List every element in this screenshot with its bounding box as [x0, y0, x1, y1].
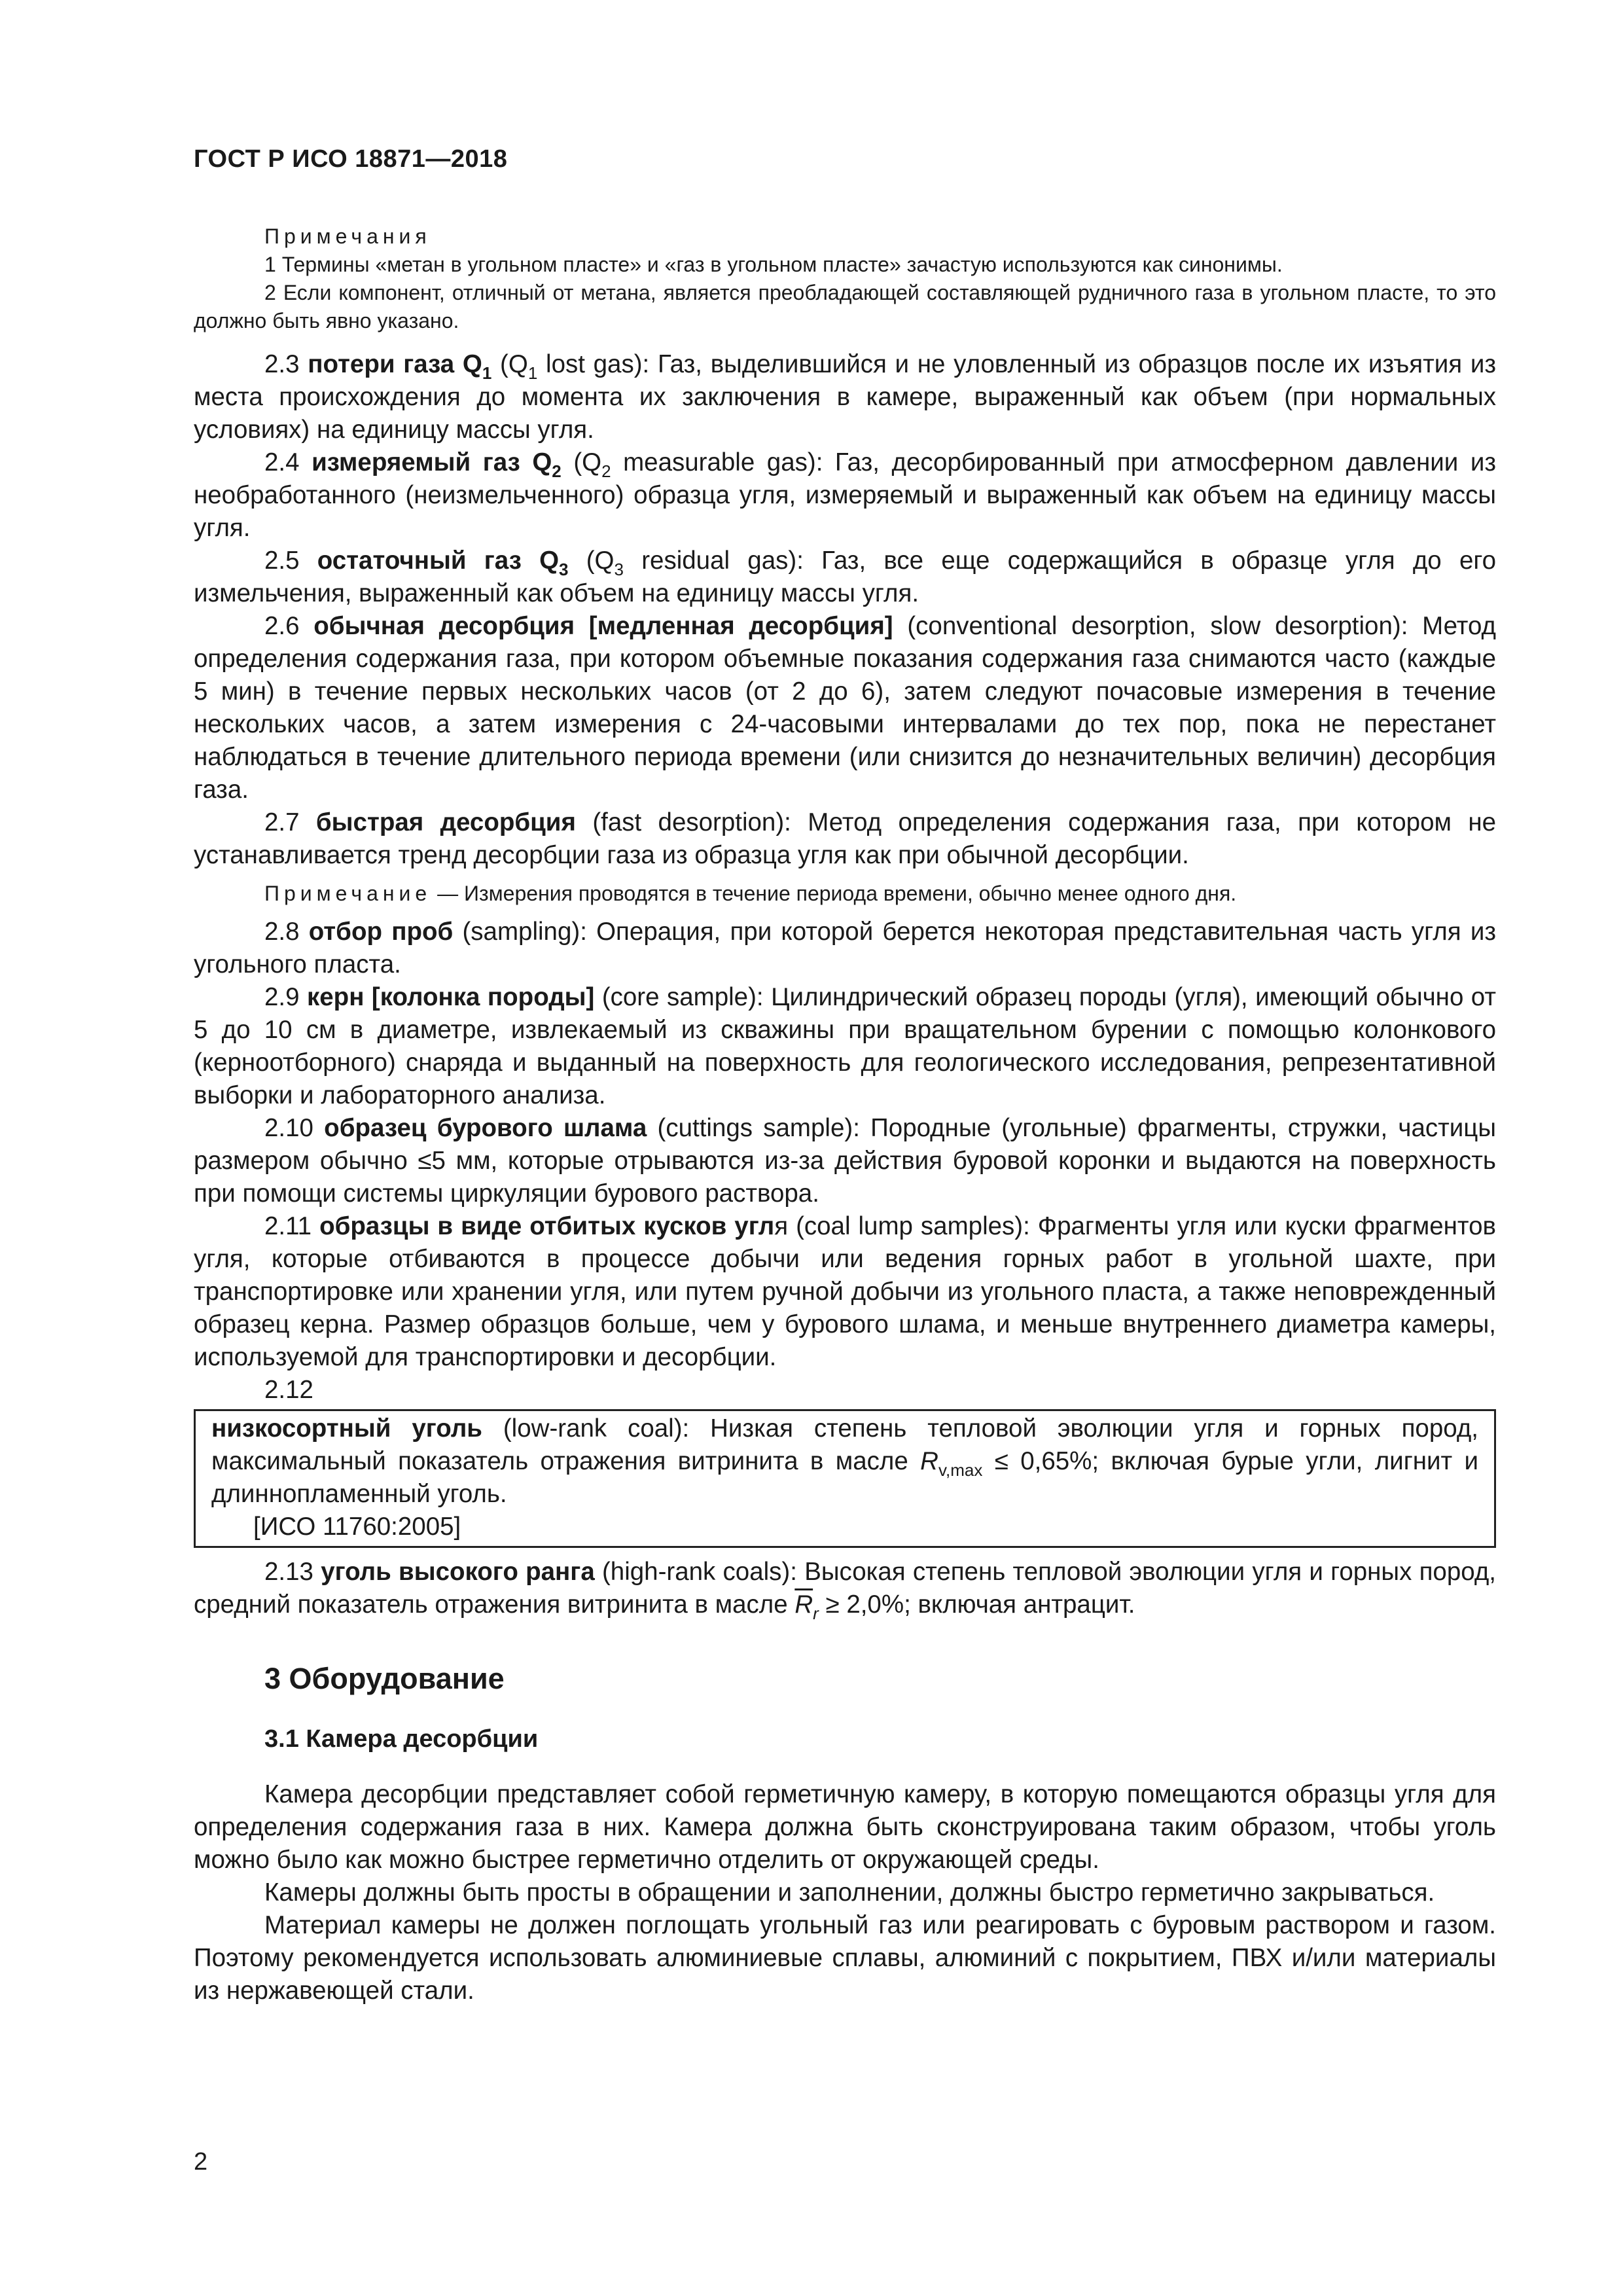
term-definition: : Цилиндрический образец породы (угля), имеющий обычно от 5 до 10 см в диаметре, извлекаемый из скважины при вращательном бурении с помощью колонкового (керноотборного) снаряда и выданный на поверхность для геологического исследования, репрезентативной выборки и лабораторного анализа. [194, 983, 1497, 1109]
term-2-12-box [194, 1409, 1496, 1548]
term-source: [ИСО 11760:2005] [253, 1513, 461, 1541]
term-definition: : Метод определения содержания газа, при котором объемные показания содержания газа снимаются часто (каждые 5 мин) в течение первых нескольких часов (от 2 до 6), затем следуют почасовые измерения в течение нескольких часов, а затем измерения с 24-часовыми интервалами до тех пор, пока не перестанет наблюдаться в течение длительного периода времени (или снизится до незначительных величин) десорбция газа. [194, 612, 1497, 804]
term-number: 2.9 [264, 983, 300, 1011]
term-english: ($Q_1$ lost gas) [500, 350, 643, 383]
section-3-1-paragraph-3: Материал камеры не должен поглощать угольный газ или реагировать с буровым раствором и газом. Поэтому рекомендуется использовать алюминиевые сплавы, алюминий с покрытием, ПВХ и/или материалы из нержавеющей стали. [194, 1911, 1496, 2005]
term-name: отбор проб [308, 918, 454, 946]
term-number: 2.6 [264, 612, 300, 640]
term-english: (core sample) [601, 983, 757, 1011]
term-2-8 [194, 916, 1496, 981]
page-content [194, 223, 1496, 2007]
term-definition: : Метод определения содержания газа, при котором не устанавливается тренд десорбции газа из образца угля как при обычной десорбции. [194, 808, 1497, 869]
term-definition: : Породные (угольные) фрагменты, стружки, частицы размером обычно ≤5 мм, которые отрываются из-за действия буровой коронки и выдаются на поверхность при помощи системы циркуляции бурового раствора. [194, 1114, 1497, 1208]
term-name: керн [колонка породы] [307, 983, 595, 1011]
term-number: 2.8 [264, 918, 300, 946]
note-text: — Измерения проводятся в течение периода времени, обычно менее одного дня. [431, 882, 1237, 905]
term-2-13 [194, 1556, 1496, 1621]
term-definition: : Низкая степень тепловой эволюции угля и горных пород, максимальный показатель отражения витринита в масле $R_{v,max} \le 0,65\%$; включая бурые угли, лигнит и длиннопламенный уголь. [211, 1414, 1479, 1508]
document-code-header: ГОСТ Р ИСО 18871—2018 [194, 145, 508, 173]
term-name: образец бурового шлама [324, 1114, 647, 1142]
section-3-1-paragraph-1: Камера десорбции представляет собой герметичную камеру, в которую помещаются образцы угля для определения содержания газа в них. Камера должна быть сконструирована таким образом, чтобы уголь можно было как можно быстрее герметично отделить от окружающей среды. [194, 1780, 1496, 1874]
term-definition: : Газ, все еще содержащийся в образце угля до его измельчения, выраженный как объем на единицу массы угля. [194, 547, 1496, 607]
notes-title: Примечания [264, 224, 431, 248]
term-number: 2.7 [264, 808, 300, 836]
term-number: 2.10 [264, 1114, 313, 1142]
term-number: 2.3 [264, 350, 300, 378]
term-name: обычная десорбция [медленная десорбция] [313, 612, 893, 640]
notes-block-top [194, 223, 1496, 335]
reflectance-symbol: R [920, 1447, 938, 1475]
term-english: ($Q_3$ residual gas) [586, 547, 797, 579]
term-name: остаточный газ $Q_3$ [317, 547, 569, 579]
note-2: 2 Если компонент, отличный от метана, является преобладающей составляющей рудничного газа в угольном пласте, то это должно быть явно указано. [194, 281, 1496, 332]
term-name: потери газа $Q_1$ [308, 350, 492, 383]
term-2-9 [194, 981, 1496, 1112]
term-english: (conventional desorption, slow desorption) [907, 612, 1401, 640]
term-number: 2.13 [264, 1558, 313, 1586]
term-number: 2.4 [264, 448, 300, 476]
term-definition: : Фрагменты угля или куски фрагментов угля, которые отбиваются в процессе добычи или ведения горных работ в угольной шахте, при транспортировке или хранении угля, или путем ручной добычи из угольного пласта, а также неповрежденный образец керна. Размер образцов больше, чем у бурового шлама, и меньше внутреннего диаметра камеры, используемой для транспортировки и десорбции. [194, 1212, 1496, 1371]
note-2-7 [194, 880, 1496, 908]
reflectance-symbol: $\overline{R}$ [794, 1590, 813, 1619]
note-label: Примечание [264, 882, 432, 905]
term-name: измеряемый газ $Q_2$ [312, 448, 562, 481]
term-english: ($Q_2$ measurable gas) [573, 448, 816, 481]
section-3-heading: 3 Оборудование [264, 1662, 505, 1695]
page-number: 2 [194, 2148, 208, 2176]
term-english: (coal lump samples) [796, 1212, 1024, 1240]
term-english: (cuttings sample) [657, 1114, 853, 1142]
term-name: низкосортный уголь [211, 1414, 482, 1443]
term-2-4 [194, 446, 1496, 545]
term-english: (high-rank coals) [601, 1558, 791, 1586]
section-3-1-paragraph-2: Камеры должны быть просты в обращении и заполнении, должны быстро герметично закрываться. [264, 1878, 1435, 1907]
term-definition: : Операция, при которой берется некоторая представительная часть угля из угольного пласта. [194, 918, 1496, 978]
term-english: (fast desorption) [592, 808, 785, 836]
term-number: 2.11 [264, 1212, 312, 1240]
term-english: (sampling) [462, 918, 580, 946]
term-2-11 [194, 1210, 1496, 1374]
term-definition: : Газ, десорбированный при атмосферном давлении из необработанного (неизмельченного) образца угля, измеряемый и выраженный как объем на единицу массы угля. [194, 448, 1497, 542]
term-definition: : Газ, выделившийся и не уловленный из образцов после их изъятия из места происхождения до момента их заключения в камере, выраженный как объем (при нормальных условиях) на единицу массы угля. [194, 350, 1496, 444]
term-2-3 [194, 348, 1496, 446]
term-number: 2.5 [264, 547, 300, 575]
term-name: образцы в виде отбитых кусков угл [319, 1212, 775, 1240]
term-2-6 [194, 610, 1496, 806]
subsection-3-1-heading: 3.1 Камера десорбции [264, 1725, 539, 1753]
note-1: 1 Термины «метан в угольном пласте» и «газ в угольном пласте» зачастую используются как синонимы. [264, 253, 1283, 276]
term-2-12-number: 2.12 [264, 1376, 313, 1404]
term-english: (low-rank coal) [503, 1414, 683, 1443]
term-2-5 [194, 545, 1496, 610]
term-name: уголь высокого ранга [321, 1558, 595, 1586]
term-name-tail: я [774, 1212, 789, 1240]
term-definition: : Высокая степень тепловой эволюции угля и горных пород, средний показатель отражения витринита в масле $\overline{R}_r \ge 2,0\%$; включая антрацит. [194, 1558, 1496, 1623]
term-2-10 [194, 1112, 1496, 1210]
term-2-12 [211, 1412, 1478, 1511]
term-2-7 [194, 806, 1496, 872]
term-name: быстрая десорбция [315, 808, 576, 836]
